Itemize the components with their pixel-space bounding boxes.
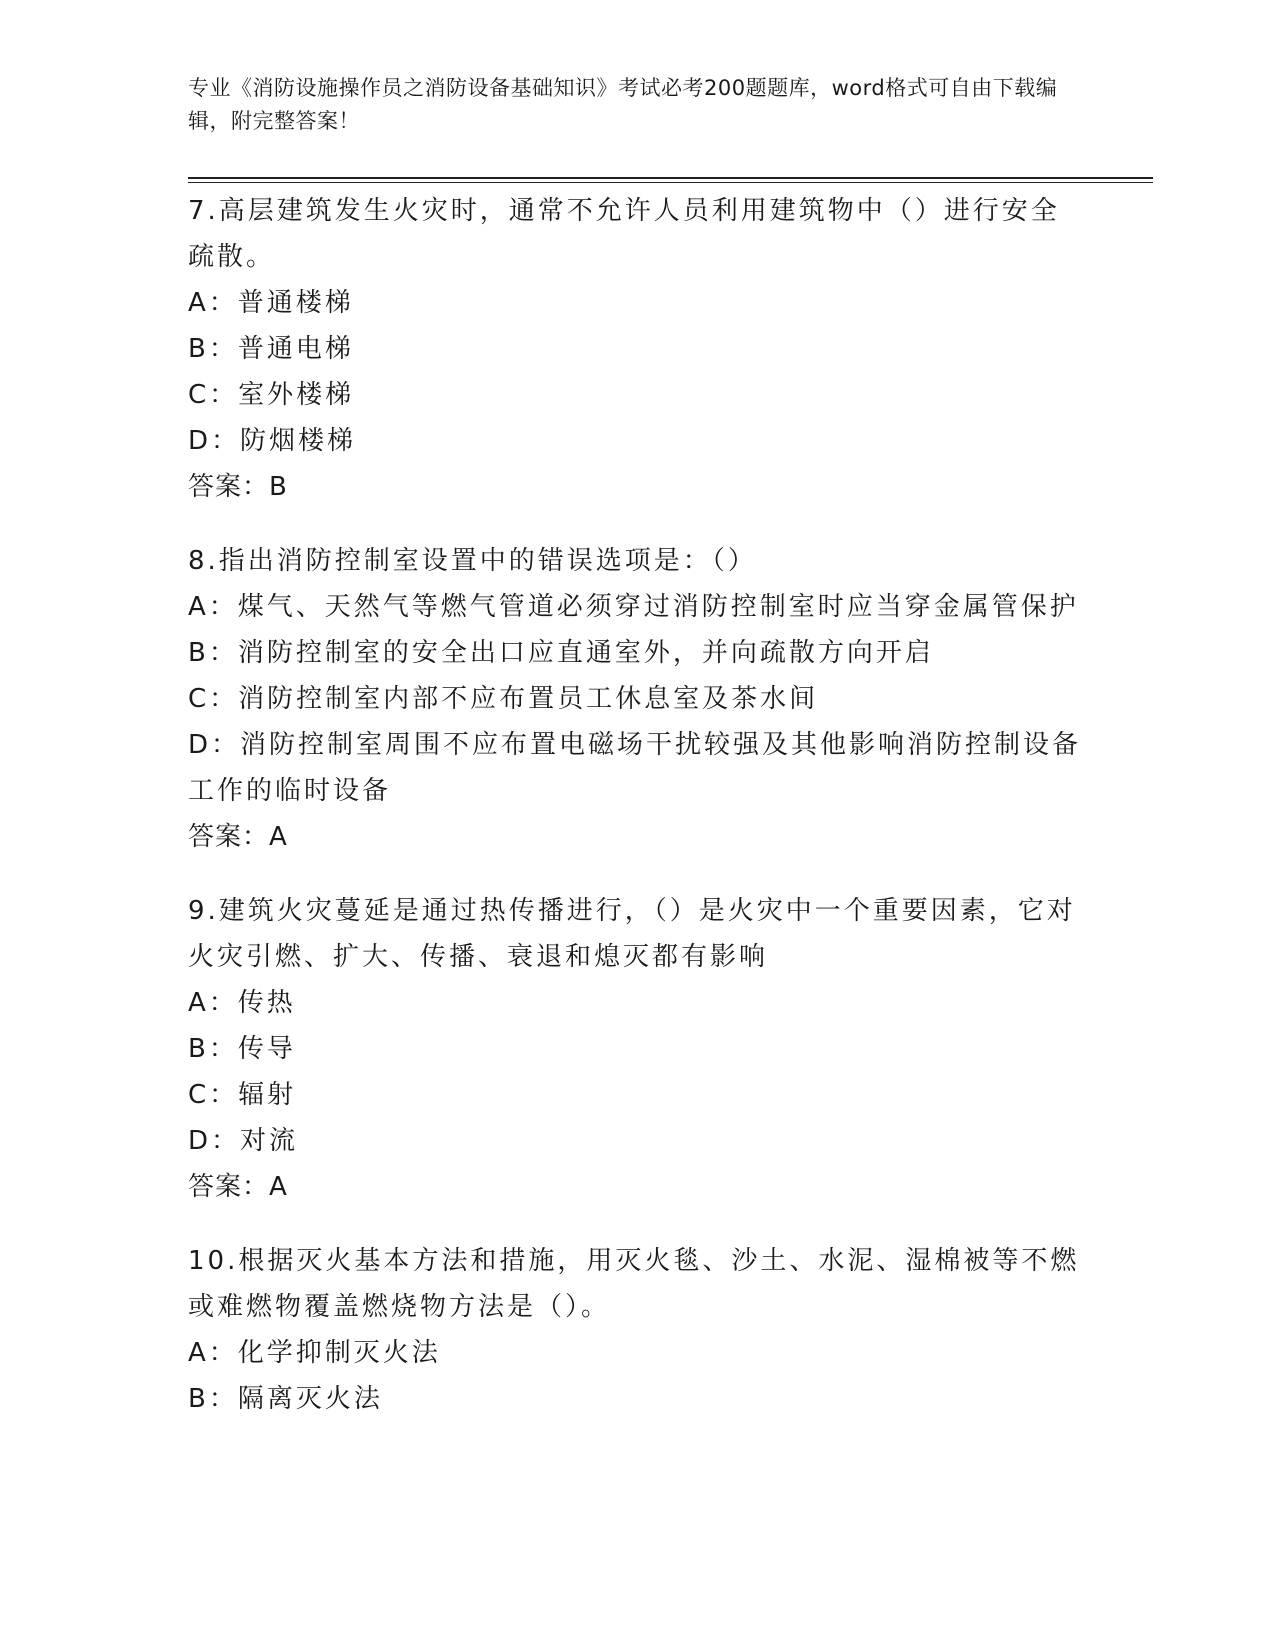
option-d: D：防烟楼梯 xyxy=(188,426,357,456)
option-c: C：室外楼梯 xyxy=(188,380,355,410)
option-b: B：传导 xyxy=(188,1034,296,1064)
option-c: C：消防控制室内部不应布置员工休息室及茶水间 xyxy=(188,684,819,714)
question-7 xyxy=(188,188,1088,510)
answer-line: 答案：A xyxy=(188,1172,288,1202)
header-rule-thick xyxy=(188,177,1153,179)
option-a: A：煤气、天然气等燃气管道必须穿过消防控制室时应当穿金属管保护 xyxy=(188,592,1079,622)
question-stem: 10.根据灭火基本方法和措施，用灭火毯、沙土、水泥、湿棉被等不燃或难燃物覆盖燃烧物方法是（）。 xyxy=(188,1246,1080,1322)
answer-line: 答案：B xyxy=(188,472,288,502)
question-stem: 8.指出消防控制室设置中的错误选项是：（） xyxy=(188,546,757,576)
answer-line: 答案：A xyxy=(188,822,288,852)
header-rule-thin xyxy=(188,182,1153,183)
question-stem: 9.建筑火灾蔓延是通过热传播进行，（）是火灾中一个重要因素，它对火灾引燃、扩大、传播、衰退和熄灭都有影响 xyxy=(188,896,1076,972)
question-10 xyxy=(188,1238,1088,1422)
option-a: A：普通楼梯 xyxy=(188,288,354,318)
option-c: C：辐射 xyxy=(188,1080,297,1110)
option-a: A：传热 xyxy=(188,988,296,1018)
option-b: B：普通电梯 xyxy=(188,334,354,364)
option-b: B：消防控制室的安全出口应直通室外，并向疏散方向开启 xyxy=(188,638,934,668)
question-8 xyxy=(188,538,1088,860)
option-a: A：化学抑制灭火法 xyxy=(188,1338,441,1368)
question-stem: 7.高层建筑发生火灾时，通常不允许人员利用建筑物中（）进行安全疏散。 xyxy=(188,196,1060,272)
option-d: D：对流 xyxy=(188,1126,299,1156)
question-9 xyxy=(188,888,1088,1210)
document-header: 专业《消防设施操作员之消防设备基础知识》考试必考200题题库，word格式可自由下载编辑，附完整答案！ xyxy=(188,76,1058,133)
option-d: D：消防控制室周围不应布置电磁场干扰较强及其他影响消防控制设备工作的临时设备 xyxy=(188,730,1082,806)
question-list xyxy=(188,188,1088,1450)
option-b: B：隔离灭火法 xyxy=(188,1384,383,1414)
